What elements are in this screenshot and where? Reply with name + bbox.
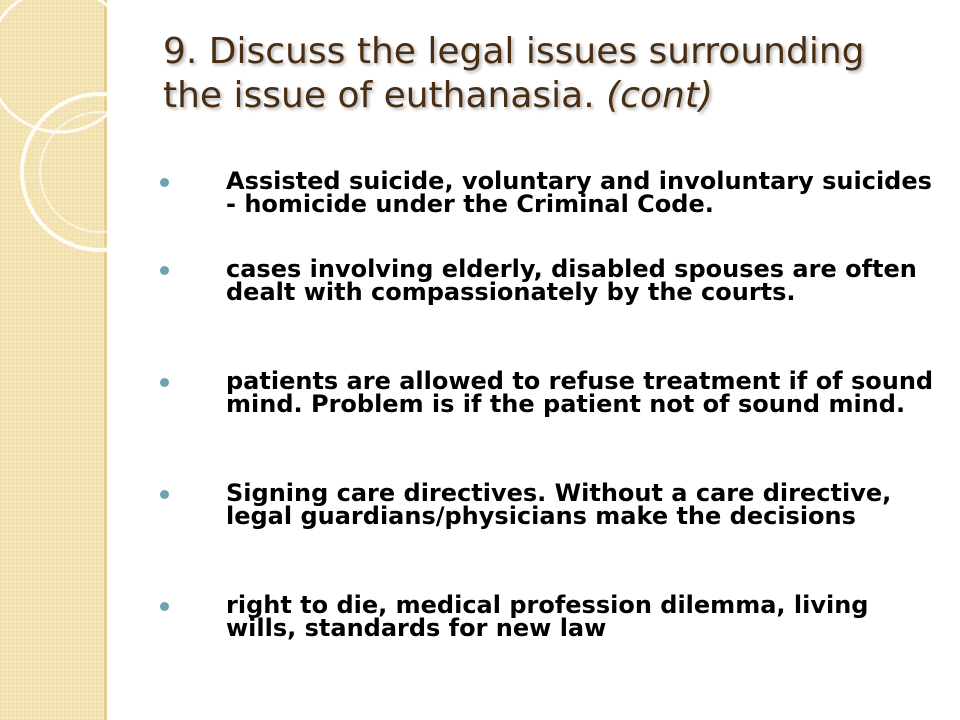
bullet-text: patients are allowed to refuse treatment if of sound mind. Problem is if the patient not of sound mind. [226,367,934,418]
title-number: 9. [163,31,198,72]
title-text: Discuss the legal issues surrounding the issue of euthanasia. [163,31,865,116]
bullet-dot-icon [160,266,169,275]
bullet-text: Assisted suicide, voluntary and involuntary suicides - homicide under the Criminal Code. [226,167,932,218]
bullet-text: cases involving elderly, disabled spouses are often dealt with compassionately by the courts. [226,255,917,306]
bullet-dot-icon [160,178,169,187]
slide-title [163,30,933,118]
title-suffix: (cont) [606,75,713,116]
bullet-text: right to die, medical profession dilemma, living wills, standards for new law [226,591,869,642]
bullet-dot-icon [160,602,169,611]
bullet-dot-icon [160,490,169,499]
bullet-text: Signing care directives. Without a care directive, legal guardians/physicians make the decisions [226,479,892,530]
bullet-dot-icon [160,378,169,387]
